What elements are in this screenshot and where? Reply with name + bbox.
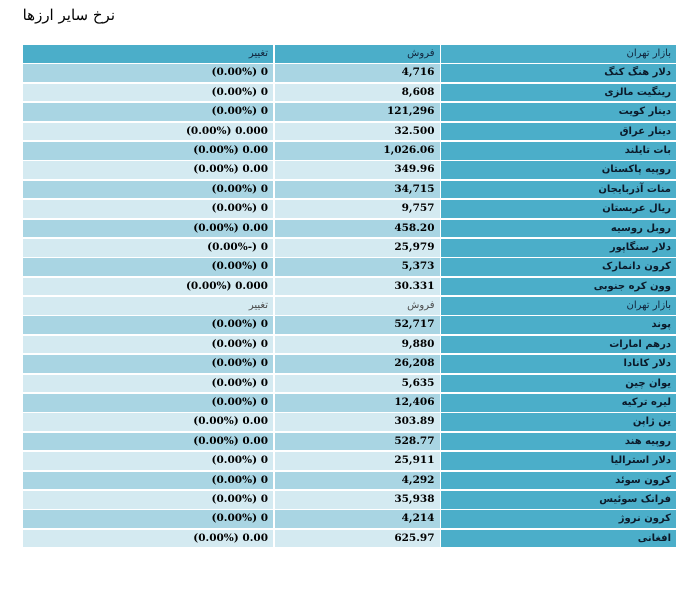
price-change: 0 (0.00%)	[23, 181, 273, 199]
sell-price: 121,296	[275, 103, 440, 121]
price-change: 0 (0.00%)	[23, 472, 273, 490]
table-row	[23, 316, 676, 334]
price-change: 0.00 (0.00%)	[23, 530, 273, 548]
table-row	[23, 530, 676, 548]
table-row	[23, 413, 676, 431]
currency-name: درهم امارات	[441, 336, 676, 354]
price-change: 0 (0.00%)	[23, 200, 273, 218]
sell-price: 32.500	[275, 123, 440, 141]
price-change: 0.00 (0.00%)	[23, 220, 273, 238]
price-change: 0.000 (0.00%)	[23, 123, 273, 141]
currency-name: منات آذربایجان	[441, 181, 676, 199]
table-row	[23, 258, 676, 276]
sell-price: 349.96	[275, 161, 440, 179]
currency-rate-table	[23, 45, 676, 549]
price-change: 0.00 (0.00%)	[23, 433, 273, 451]
currency-name: بات تایلند	[441, 142, 676, 160]
sell-price: 528.77	[275, 433, 440, 451]
column-header-sell: فروش	[275, 45, 440, 63]
sell-price: 30.331	[275, 278, 440, 296]
sell-price: 25,979	[275, 239, 440, 257]
currency-name: روپیه پاکستان	[441, 161, 676, 179]
currency-name: ین ژاپن	[441, 413, 676, 431]
price-change: 0 (0.00%)	[23, 336, 273, 354]
column-header-market: بازار تهران	[441, 45, 676, 63]
currency-name: کرون سوئد	[441, 472, 676, 490]
currency-name: دلار استرالیا	[441, 452, 676, 470]
price-change: 0 (0.00%)	[23, 491, 273, 509]
price-change: 0 (0.00%)	[23, 316, 273, 334]
table-row	[23, 239, 676, 257]
column-header-change: تغییر	[23, 45, 273, 63]
currency-name: کرون نروژ	[441, 510, 676, 528]
price-change: 0 (0.00%)	[23, 103, 273, 121]
sell-price: 303.89	[275, 413, 440, 431]
table-row	[23, 142, 676, 160]
table-header-row	[23, 45, 676, 63]
table-row	[23, 375, 676, 393]
table-row	[23, 103, 676, 121]
currency-name: روپیه هند	[441, 433, 676, 451]
currency-name: روبل روسیه	[441, 220, 676, 238]
sell-price: 25,911	[275, 452, 440, 470]
sell-price: 1,026.06	[275, 142, 440, 160]
price-change: 0 (0.00%)	[23, 355, 273, 373]
sell-price: 35,938	[275, 491, 440, 509]
table-row	[23, 394, 676, 412]
currency-name: یوان چین	[441, 375, 676, 393]
price-change: 0 (0.00%)	[23, 510, 273, 528]
table-row	[23, 510, 676, 528]
currency-name: رینگیت مالزی	[441, 84, 676, 102]
sell-price: 26,208	[275, 355, 440, 373]
sell-price: 9,880	[275, 336, 440, 354]
subheader-sell: فروش	[275, 297, 440, 315]
table-row	[23, 181, 676, 199]
table-row	[23, 220, 676, 238]
price-change: 0 (0.00%)	[23, 394, 273, 412]
currency-name: ریال عربستان	[441, 200, 676, 218]
sell-price: 625.97	[275, 530, 440, 548]
table-row	[23, 84, 676, 102]
table-row	[23, 491, 676, 509]
currency-name: کرون دانمارک	[441, 258, 676, 276]
page-title: نرخ سایر ارزها	[22, 6, 115, 24]
sell-price: 5,635	[275, 375, 440, 393]
currency-name: دلار هنگ کنگ	[441, 64, 676, 82]
table-subheader-row	[23, 297, 676, 315]
sell-price: 34,715	[275, 181, 440, 199]
price-change: 0.000 (0.00%)	[23, 278, 273, 296]
sell-price: 12,406	[275, 394, 440, 412]
currency-name: دلار کانادا	[441, 355, 676, 373]
currency-name: دینار عراق	[441, 123, 676, 141]
price-change: 0 (0.00%)	[23, 64, 273, 82]
sell-price: 4,716	[275, 64, 440, 82]
currency-name: وون کره جنوبی	[441, 278, 676, 296]
table-row	[23, 336, 676, 354]
price-change: 0 (0.00%)	[23, 258, 273, 276]
sell-price: 4,214	[275, 510, 440, 528]
currency-name: افغانی	[441, 530, 676, 548]
price-change: 0 (0.00%)	[23, 84, 273, 102]
price-change: 0.00 (0.00%)	[23, 142, 273, 160]
currency-name: فرانک سوئیس	[441, 491, 676, 509]
price-change: 0 (0.00%)	[23, 375, 273, 393]
sell-price: 5,373	[275, 258, 440, 276]
sell-price: 52,717	[275, 316, 440, 334]
currency-name: لیره ترکیه	[441, 394, 676, 412]
table-row	[23, 433, 676, 451]
subheader-change: تغییر	[23, 297, 273, 315]
table-row	[23, 200, 676, 218]
subheader-market: بازار تهران	[441, 297, 676, 315]
currency-name: دلار سنگاپور	[441, 239, 676, 257]
price-change: 0 (0.00%)	[23, 452, 273, 470]
table-row	[23, 123, 676, 141]
sell-price: 4,292	[275, 472, 440, 490]
sell-price: 458.20	[275, 220, 440, 238]
table-row	[23, 355, 676, 373]
table-row	[23, 161, 676, 179]
table-row	[23, 278, 676, 296]
price-change: 0 (-0.00%)	[23, 239, 273, 257]
table-row	[23, 64, 676, 82]
price-change: 0.00 (0.00%)	[23, 161, 273, 179]
sell-price: 8,608	[275, 84, 440, 102]
sell-price: 9,757	[275, 200, 440, 218]
table-row	[23, 452, 676, 470]
currency-name: پوند	[441, 316, 676, 334]
currency-name: دینار کویت	[441, 103, 676, 121]
price-change: 0.00 (0.00%)	[23, 413, 273, 431]
table-row	[23, 472, 676, 490]
